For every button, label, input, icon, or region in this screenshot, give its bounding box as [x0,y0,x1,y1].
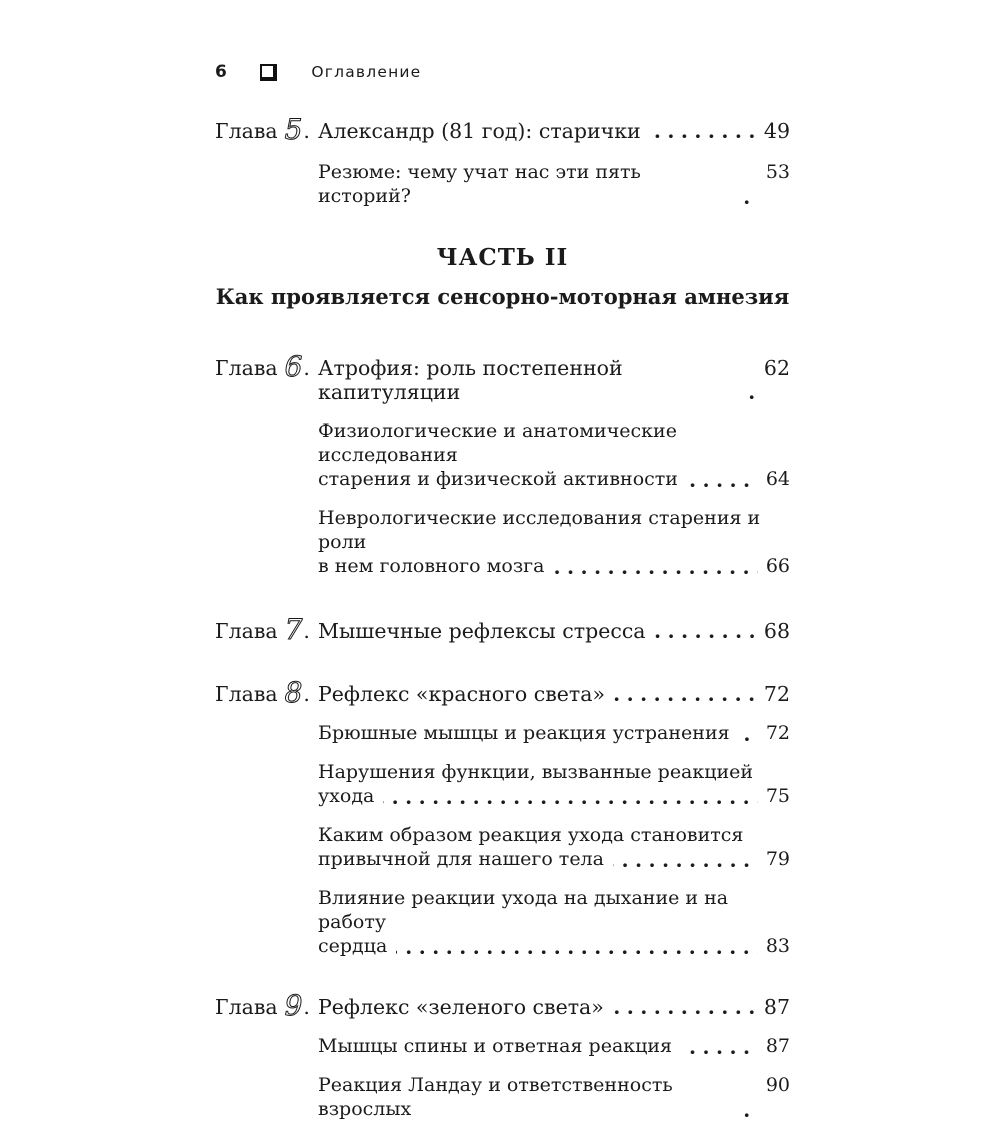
entry-title-line1: Нарушения функции, вызванные реакцией [318,761,754,783]
entry-title-line1: Влияние реакции ухода на дыхание и на работу [318,887,735,933]
entry-page-number: 53 [765,161,790,183]
entry-page-number: 75 [765,785,790,807]
dot-leader [614,697,763,702]
dot-leader [613,863,758,868]
entry-title: Рефлекс «красного света» [318,682,605,706]
dot-leader [745,395,763,400]
entry-line [318,934,790,958]
chapter-number: 9 [284,989,303,1022]
entry-line [318,823,790,847]
chapter-word: Глава [215,119,278,143]
entry-title: Рефлекс «зеленого света» [318,995,604,1019]
toc-entry-sub [215,760,790,808]
entry-body [318,619,790,643]
toc-entry-sub [215,721,790,745]
toc-entry-chapter-7 [215,613,790,646]
entry-body [318,995,790,1019]
chapter-word: Глава [215,619,278,643]
dot-leader [739,737,758,742]
entry-page-number: 64 [765,468,790,490]
entry-line [318,119,790,143]
dot-leader [396,950,758,955]
chapter-label [215,350,318,383]
dot-leader [655,634,763,639]
entry-body [318,419,790,491]
entry-line [318,784,790,808]
toc-entry-sub [215,160,790,208]
entry-title: Реакция Ландау и ответственность взрослых [318,1074,679,1120]
entry-title-line2: ухода [318,785,375,807]
dot-leader [687,483,758,488]
entry-page-number: 90 [765,1074,790,1096]
chapter-number: 8 [284,676,303,709]
entry-title-line1: Неврологические исследования старения и роли [318,507,767,553]
running-head-title: Оглавление [311,63,422,81]
entry-line [318,467,790,491]
entry-page-number: 87 [765,1035,790,1057]
entry-body [318,119,790,143]
part-kicker: ЧАСТЬ II [436,244,569,271]
dot-leader [383,800,757,805]
entry-line [318,506,790,554]
entry-title: Мышцы спины и ответная реакция [318,1035,673,1057]
entry-title: Резюме: чему учат нас эти пять историй? [318,161,647,207]
chapter-dot: . [303,682,310,706]
entry-page-number: 87 [763,995,790,1019]
entry-body [318,356,790,404]
toc-entry-sub [215,823,790,871]
chapter-label [215,676,318,709]
entry-line [318,1034,790,1058]
chapter-dot: . [303,119,310,143]
entry-body [318,823,790,871]
entry-title-line2: старения и физической активности [318,468,678,490]
entry-line [318,160,790,208]
chapter-word: Глава [215,356,278,380]
entry-line [318,886,790,934]
entry-page-number: 49 [763,119,790,143]
chapter-dot: . [303,995,310,1019]
part-heading [215,244,790,309]
entry-body [318,760,790,808]
dot-leader [553,570,757,575]
chapter-number: 5 [284,113,303,146]
entry-page-number: 83 [765,935,790,957]
entry-body [318,1073,790,1121]
folio-page-number: 6 [215,62,228,82]
toc-entry-sub [215,1073,790,1121]
toc-entry-sub [215,419,790,491]
chapter-number: 7 [284,613,303,646]
entry-title: Александр (81 год): старички [318,119,641,143]
dot-leader [681,1050,758,1055]
entry-title-line1: Каким образом реакция ухода становится [318,824,744,846]
entry-body [318,1034,790,1058]
dot-leader [650,134,763,139]
entry-page-number: 68 [763,619,790,643]
entry-line [318,419,790,467]
entry-title-line2: сердца [318,935,388,957]
entry-body [318,886,790,958]
entry-page-number: 62 [763,356,790,380]
part-title: Как проявляется сенсорно-моторная амнезия [215,284,790,309]
entry-page-number: 66 [765,555,790,577]
entry-line [318,356,790,404]
chapter-dot: . [303,356,310,380]
dot-leader [613,1010,763,1015]
entry-title-line2: в нем головного мозга [318,555,545,577]
open-square-icon [260,64,277,81]
entry-line [318,1073,790,1121]
entry-title: Атрофия: роль постепенной капитуляции [318,356,630,404]
toc-entry-chapter-9 [215,989,790,1022]
entry-title: Брюшные мышцы и реакция устранения [318,722,730,744]
entry-line [318,847,790,871]
entry-body [318,682,790,706]
entry-page-number: 79 [765,848,790,870]
toc-entry-chapter-5 [215,113,790,146]
toc-entry-sub [215,886,790,958]
chapter-label [215,113,318,146]
chapter-word: Глава [215,682,278,706]
running-head [215,62,790,82]
chapter-dot: . [303,619,310,643]
entry-body [318,721,790,745]
entry-title-line1: Физиологические и анатомические исследования [318,420,683,466]
entry-body [318,506,790,578]
toc-entry-chapter-6 [215,350,790,404]
entry-line [318,682,790,706]
chapter-word: Глава [215,995,278,1019]
toc-entry-sub [215,506,790,578]
dot-leader [740,200,758,205]
entry-page-number: 72 [765,722,790,744]
chapter-number: 6 [284,350,303,383]
toc-entry-sub [215,1034,790,1058]
toc-entry-chapter-8 [215,676,790,709]
entry-line [318,995,790,1019]
entry-line [318,760,790,784]
entry-title-line2: привычной для нашего тела [318,848,604,870]
dot-leader [740,1113,758,1118]
entry-page-number: 72 [763,682,790,706]
entry-title: Мышечные рефлексы стресса [318,619,646,643]
entry-line [318,619,790,643]
entry-line [318,721,790,745]
entry-body [318,160,790,208]
chapter-label [215,989,318,1022]
entry-line [318,554,790,578]
chapter-label [215,613,318,646]
